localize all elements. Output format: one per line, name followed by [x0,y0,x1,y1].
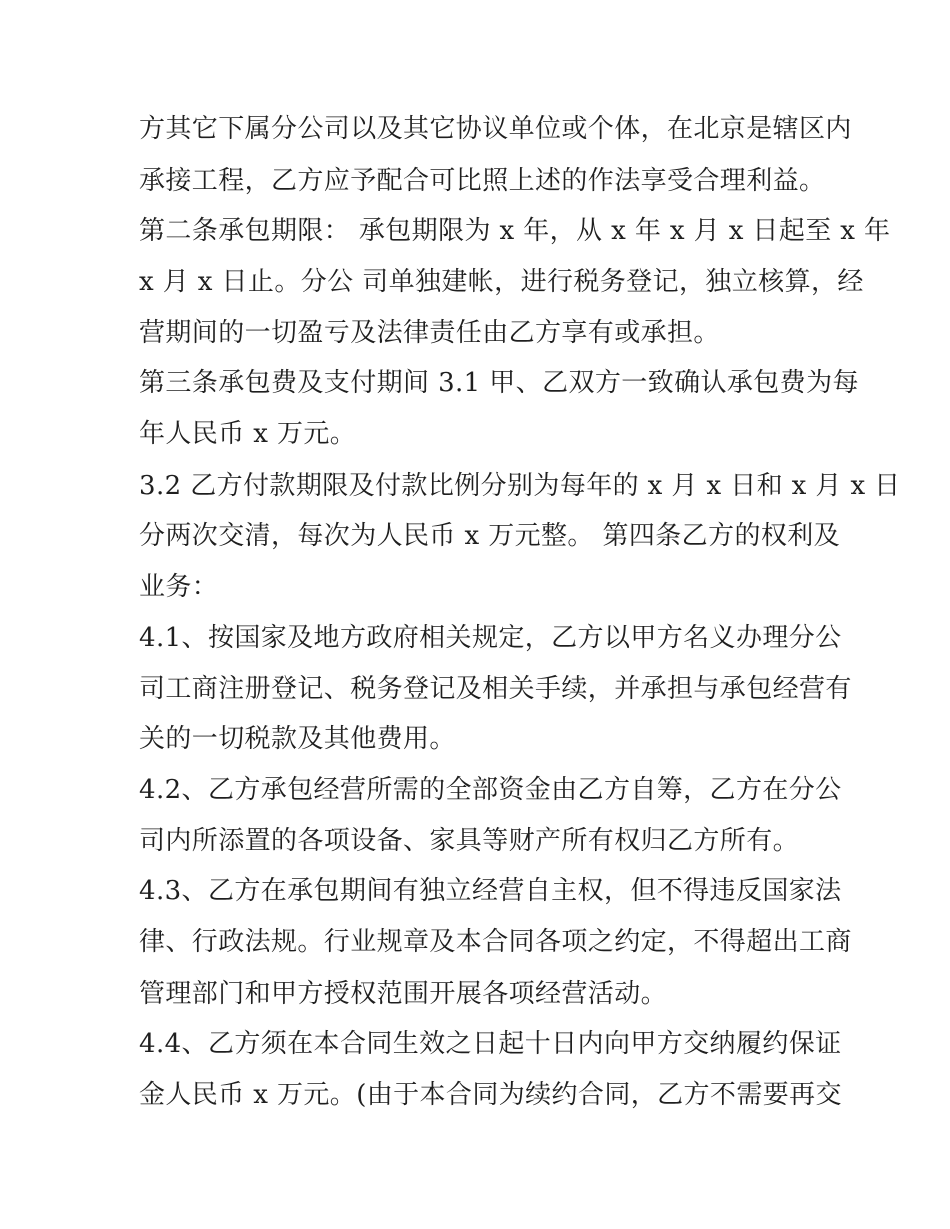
text-line-12: 司工商注册登记、税务登记及相关手续，并承担与承包经营有 [139,674,852,704]
text-line-11: 4.1、按国家及地方政府相关规定，乙方以甲方名义办理分公 [139,623,842,653]
text-line-6: 第三条承包费及支付期间 3.1 甲、乙双方一致确认承包费为每 [139,368,859,398]
text-line-1: 方其它下属分公司以及其它协议单位或个体，在北京是辖区内 [139,114,852,144]
text-line-7: 年人民币 x 万元。 [139,419,357,449]
text-line-2: 承接工程，乙方应予配合可比照上述的作法享受合理利益。 [139,166,826,196]
text-line-18: 管理部门和甲方授权范围开展各项经营活动。 [139,979,668,1009]
text-line-3: 第二条承包期限： 承包期限为 x 年，从 x 年 x 月 x 日起至 x 年 [139,216,891,246]
text-line-17: 律、行政法规。行业规章及本合同各项之约定，不得超出工商 [139,927,852,957]
text-line-14: 4.2、乙方承包经营所需的全部资金由乙方自筹，乙方在分公 [139,775,842,805]
text-line-5: 营期间的一切盈亏及法律责任由乙方享有或承担。 [139,318,720,348]
text-line-19: 4.4、乙方须在本合同生效之日起十日内向甲方交纳履约保证 [139,1029,842,1059]
text-line-20: 金人民币 x 万元。(由于本合同为续约合同，乙方不需要再交 [139,1080,842,1110]
text-line-16: 4.3、乙方在承包期间有独立经营自主权，但不得违反国家法 [139,876,842,906]
text-line-9: 分两次交清，每次为人民币 x 万元整。 第四条乙方的权利及 [139,521,841,551]
text-line-10: 业务： [139,572,219,602]
text-line-8: 3.2 乙方付款期限及付款比例分别为每年的 x 月 x 日和 x 月 x 日 [139,471,901,501]
text-line-4: x 月 x 日止。分公 司单独建帐，进行税务登记，独立核算，经 [139,267,864,297]
text-line-13: 关的一切税款及其他费用。 [139,724,456,754]
text-line-15: 司内所添置的各项设备、家具等财产所有权归乙方所有。 [139,826,800,856]
